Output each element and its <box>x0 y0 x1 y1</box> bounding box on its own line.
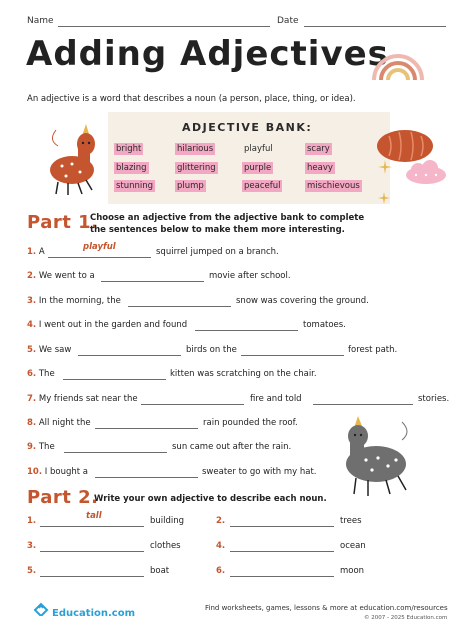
question-7 <box>27 394 138 404</box>
noun-label: boat <box>150 566 170 576</box>
question-9 <box>27 442 55 452</box>
answer-blank[interactable] <box>40 576 144 577</box>
question-text: forest path. <box>348 345 398 355</box>
noun-label: clothes <box>150 541 181 551</box>
question-number: 10. <box>27 467 43 477</box>
bank-word: purple <box>244 163 272 173</box>
sparkle-icon <box>378 160 392 174</box>
noun-label: ocean <box>340 541 366 551</box>
example-answer: playful <box>83 242 116 252</box>
question-number: 2. <box>27 271 37 281</box>
answer-blank[interactable] <box>230 551 334 552</box>
question-text: The <box>38 442 55 452</box>
education-logo-icon <box>33 600 49 616</box>
noun-label: building <box>150 516 185 526</box>
answer-blank[interactable] <box>78 355 181 356</box>
name-field[interactable] <box>58 26 270 27</box>
question-number: 3. <box>27 296 37 306</box>
answer-blank[interactable] <box>241 355 344 356</box>
question-10 <box>27 467 88 477</box>
bank-word: heavy <box>307 163 333 173</box>
question-number: 3. <box>27 541 37 551</box>
question-number: 6. <box>27 369 37 379</box>
question-number: 8. <box>27 418 37 428</box>
question-text: snow was covering the ground. <box>236 296 369 306</box>
question-text: tomatoes. <box>303 320 346 330</box>
part1-label: Part 1. <box>27 212 99 233</box>
bank-word: bright <box>116 144 142 154</box>
part2-label: Part 2. <box>27 487 99 508</box>
part1-instructions-line: the sentences below to make them more interesting. <box>90 225 345 235</box>
noun-label: trees <box>340 516 362 526</box>
question-text: sun came out after the rain. <box>172 442 292 452</box>
question-number: 1. <box>27 516 37 526</box>
answer-blank[interactable] <box>40 551 144 552</box>
answer-blank[interactable] <box>230 526 334 527</box>
example-answer: tall <box>86 511 102 521</box>
question-8 <box>27 418 91 428</box>
question-number: 5. <box>27 345 37 355</box>
question-text: We saw <box>38 345 72 355</box>
noun-label: moon <box>340 566 365 576</box>
question-number: 9. <box>27 442 37 452</box>
question-number: 5. <box>27 566 37 576</box>
question-text: I bought a <box>44 467 88 477</box>
question-text: stories. <box>418 394 450 404</box>
education-logo[interactable]: Education.com <box>52 608 135 619</box>
answer-blank[interactable] <box>230 576 334 577</box>
question-text: rain pounded the roof. <box>203 418 298 428</box>
intro-text: An adjective is a word that describes a noun (a person, place, thing, or idea). <box>27 94 356 104</box>
bank-word: mischievous <box>307 181 360 191</box>
question-text: fire and told <box>250 394 302 404</box>
bank-word: hilarious <box>177 144 214 154</box>
question-3 <box>27 296 121 306</box>
answer-blank[interactable] <box>95 477 198 478</box>
question-text: movie after school. <box>209 271 291 281</box>
answer-blank[interactable] <box>128 306 231 307</box>
part1-instructions-line: Choose an adjective from the adjective bank to complete <box>90 213 365 223</box>
bank-word: stunning <box>116 181 154 191</box>
adjective-bank-title: ADJECTIVE BANK: <box>182 121 313 134</box>
bank-word: blazing <box>116 163 147 173</box>
question-number: 2. <box>216 516 226 526</box>
answer-blank[interactable] <box>101 281 204 282</box>
answer-blank[interactable] <box>64 452 167 453</box>
question-5 <box>27 345 71 355</box>
answer-blank[interactable] <box>141 404 244 405</box>
question-number: 1. <box>27 247 37 257</box>
date-label: Date <box>277 16 299 26</box>
part1-instructions <box>90 212 364 236</box>
bank-word: scary <box>307 144 330 154</box>
question-text: We went to a <box>38 271 95 281</box>
rainbow-icon <box>368 38 428 82</box>
name-label: Name <box>27 16 54 26</box>
question-text: My friends sat near the <box>38 394 138 404</box>
question-text: I went out in the garden and found <box>38 320 188 330</box>
llama-unicorn-icon <box>46 120 108 198</box>
bank-word: plump <box>177 181 204 191</box>
question-text: A <box>38 247 45 257</box>
llama-unicorn-icon <box>336 414 416 498</box>
answer-blank[interactable] <box>95 428 198 429</box>
answer-blank[interactable] <box>63 379 166 380</box>
answer-blank[interactable] <box>313 404 413 405</box>
bank-word: glittering <box>177 163 216 173</box>
bank-word: playful <box>244 144 273 154</box>
footer-find-text[interactable]: Find worksheets, games, lessons & more at education.com/resources <box>205 604 448 612</box>
cloud-icon <box>402 160 448 186</box>
question-2 <box>27 271 95 281</box>
question-number: 7. <box>27 394 37 404</box>
question-text: All night the <box>38 418 91 428</box>
question-number: 4. <box>27 320 37 330</box>
question-text: birds on the <box>186 345 237 355</box>
question-number: 6. <box>216 566 226 576</box>
page-title: Adding Adjectives <box>26 34 389 74</box>
question-text: kitten was scratching on the chair. <box>170 369 317 379</box>
sparkle-icon <box>378 192 390 204</box>
answer-blank[interactable] <box>48 257 151 258</box>
date-field[interactable] <box>304 26 446 27</box>
question-text: The <box>38 369 55 379</box>
answer-blank[interactable] <box>195 330 298 331</box>
question-text: In the morning, the <box>38 296 121 306</box>
bank-word: peaceful <box>244 181 281 191</box>
question-1 <box>27 247 45 257</box>
part2-instructions: Write your own adjective to describe each noun. <box>94 494 327 504</box>
answer-blank[interactable] <box>40 526 144 527</box>
question-text: sweater to go with my hat. <box>202 467 317 477</box>
question-text: squirrel jumped on a branch. <box>156 247 279 257</box>
question-4 <box>27 320 187 330</box>
question-6 <box>27 369 55 379</box>
question-number: 4. <box>216 541 226 551</box>
footer-copyright: © 2007 - 2025 Education.com <box>364 615 448 621</box>
